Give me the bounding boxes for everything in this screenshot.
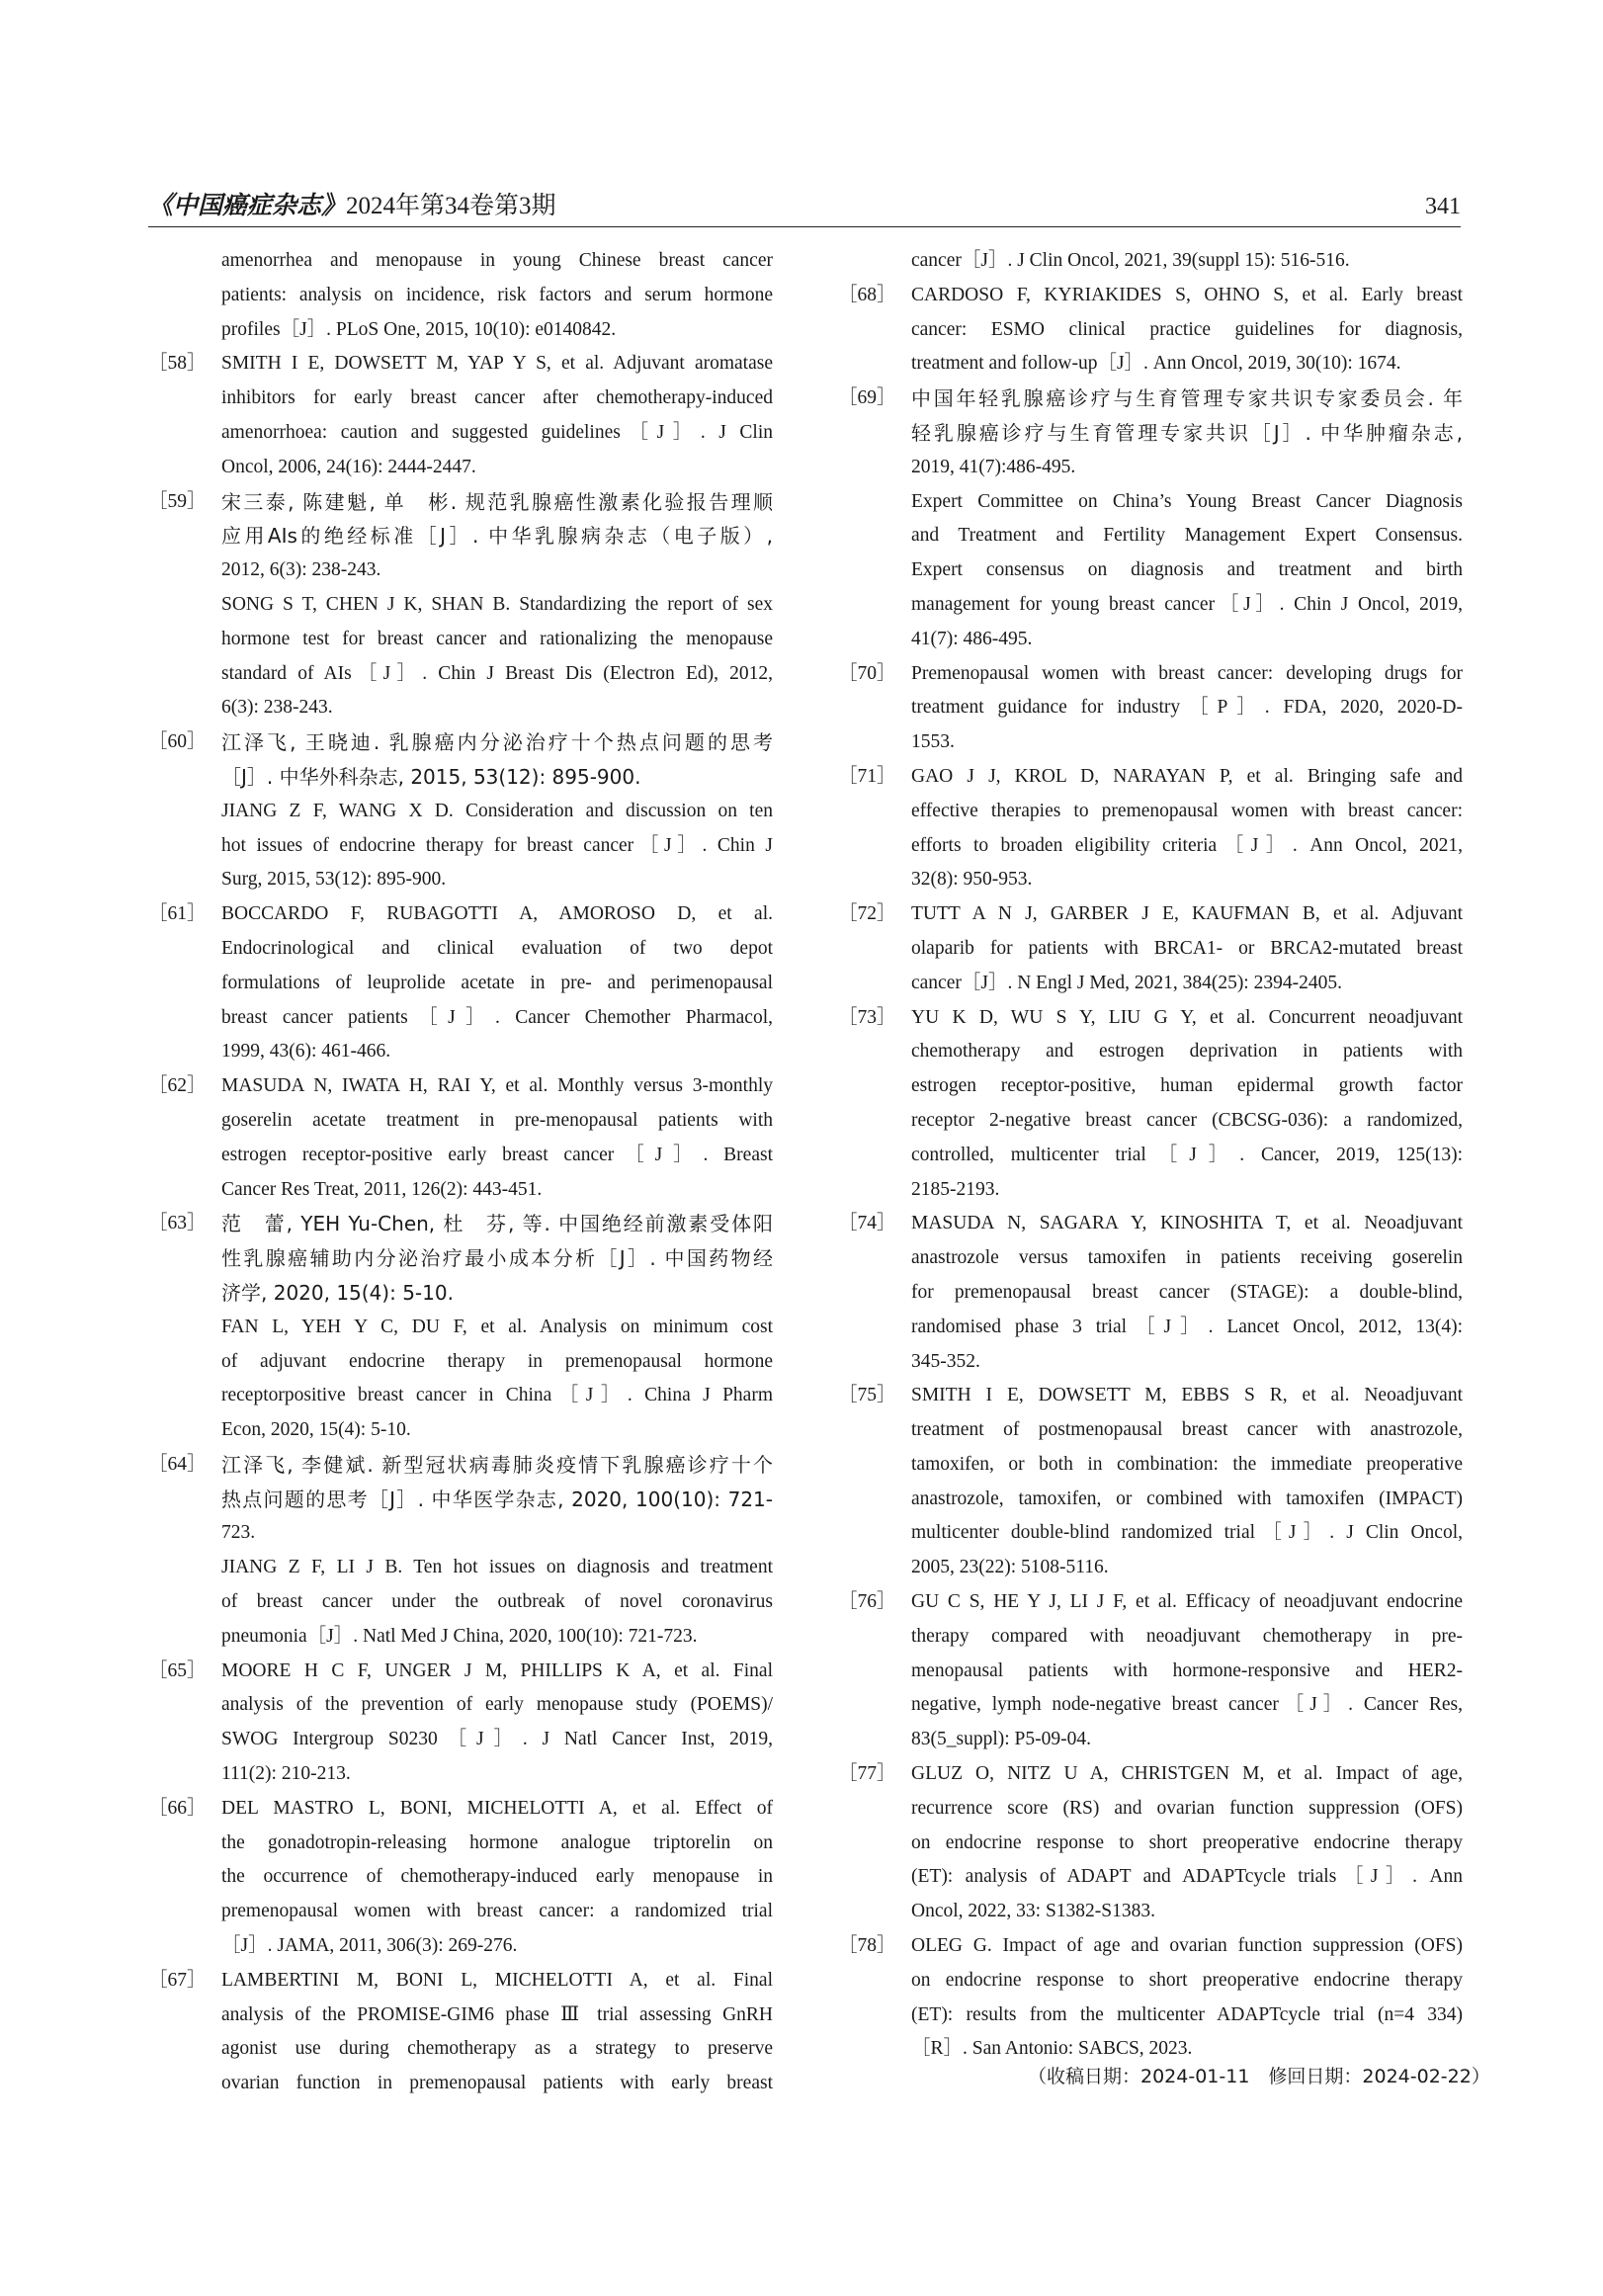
reference-line: the occurrence of chemotherapy-induced early menopause in <box>221 1866 773 1888</box>
reference-line: amenorrhoea: caution and suggested guidelines［J］. J Clin <box>221 421 773 443</box>
reference-number: ［61］ <box>148 903 207 925</box>
reference-line: cancer［J］. J Clin Oncol, 2021, 39(suppl 15): 516-516. <box>911 250 1350 271</box>
reference-line: hormone test for breast cancer and rationalizing the menopause <box>221 628 773 649</box>
reference-line: 济学, 2020, 15(4): 5-10. <box>221 1280 454 1305</box>
reference-line: receptorpositive breast cancer in China［J］. China J Pharm <box>221 1385 773 1406</box>
reference-line: 江泽飞, 李健斌. 新型冠状病毒肺炎疫情下乳腺癌诊疗十个 <box>221 1452 773 1477</box>
reference-line: 111(2): 210-213. <box>221 1763 351 1785</box>
reference-number: ［74］ <box>838 1213 896 1234</box>
reference-line: ［R］. San Antonio: SABCS, 2023. <box>911 2038 1193 2060</box>
reference-line: randomised phase 3 trial［J］. Lancet Oncol, 2012, 13(4): <box>911 1316 1463 1337</box>
reference-line: BOCCARDO F, RUBAGOTTI A, AMOROSO D, et al. <box>221 903 773 925</box>
reference-entry <box>838 1207 1463 1379</box>
reference-line: Expert consensus on diagnosis and treatment and birth <box>911 559 1463 581</box>
reference-number: ［78］ <box>838 1935 896 1957</box>
reference-line: patients: analysis on incidence, risk factors and serum hormone <box>221 284 773 305</box>
reference-line: of breast cancer under the outbreak of novel coronavirus <box>221 1591 773 1613</box>
reference-line: YU K D, WU S Y, LIU G Y, et al. Concurrent neoadjuvant <box>911 1006 1463 1028</box>
reference-line: Premenopausal women with breast cancer: developing drugs for <box>911 662 1463 684</box>
reference-line: amenorrhea and menopause in young Chinese breast cancer <box>221 250 773 271</box>
reference-number: ［63］ <box>148 1213 207 1234</box>
reference-line: analysis of the PROMISE-GIM6 phase Ⅲ trial assessing GnRH <box>221 2003 773 2025</box>
reference-column-right <box>838 244 1463 2067</box>
reference-line: of adjuvant endocrine therapy in premenopausal hormone <box>221 1350 773 1372</box>
reference-line: 热点问题的思考［J］. 中华医学杂志, 2020, 100(10): 721- <box>221 1487 773 1511</box>
reference-entry <box>838 657 1463 760</box>
reference-line: receptor 2-negative breast cancer (CBCSG-036): a randomized, <box>911 1109 1463 1131</box>
reference-number: ［72］ <box>838 903 896 925</box>
reference-line: treatment of postmenopausal breast cancer with anastrozole, <box>911 1419 1463 1441</box>
reference-line: GU C S, HE Y J, LI J F, et al. Efficacy of neoadjuvant endocrine <box>911 1591 1463 1613</box>
reference-line: TUTT A N J, GARBER J E, KAUFMAN B, et al. Adjuvant <box>911 903 1463 925</box>
reference-number: ［64］ <box>148 1453 207 1475</box>
reference-line: standard of AIs［J］. Chin J Breast Dis (Electron Ed), 2012, <box>221 662 773 684</box>
journal-issue <box>148 191 556 222</box>
reference-line: JIANG Z F, LI J B. Ten hot issues on diagnosis and treatment <box>221 1557 773 1578</box>
reference-line: SONG S T, CHEN J K, SHAN B. Standardizing the report of sex <box>221 593 773 615</box>
reference-line: Expert Committee on China’s Young Breast Cancer Diagnosis <box>911 490 1463 512</box>
reference-line: SMITH I E, DOWSETT M, EBBS S R, et al. Neoadjuvant <box>911 1385 1463 1406</box>
reference-line: 1553. <box>911 731 955 753</box>
reference-line: 6(3): 238-243. <box>221 697 333 719</box>
reference-line: treatment guidance for industry［P］. FDA, 2020, 2020-D- <box>911 697 1463 719</box>
reference-line: (ET): analysis of ADAPT and ADAPTcycle trials［J］. Ann <box>911 1866 1463 1888</box>
reference-line: LAMBERTINI M, BONI L, MICHELOTTI A, et al. Final <box>221 1969 773 1991</box>
reference-line: 应用AIs的绝经标准［J］. 中华乳腺病杂志（电子版）, <box>221 524 773 549</box>
reference-line: Oncol, 2022, 33: S1382-S1383. <box>911 1901 1156 1922</box>
reference-line: GAO J J, KROL D, NARAYAN P, et al. Bringing safe and <box>911 765 1463 787</box>
reference-entry <box>838 244 1463 279</box>
reference-line: menopausal patients with hormone-responsive and HER2- <box>911 1659 1463 1681</box>
reference-line: Econ, 2020, 15(4): 5-10. <box>221 1419 411 1441</box>
reference-line: ［J］. 中华外科杂志, 2015, 53(12): 895-900. <box>221 764 641 789</box>
reference-line: 83(5_suppl): P5-09-04. <box>911 1729 1091 1750</box>
reference-line: formulations of leuprolide acetate in pre- and perimenopausal <box>221 972 773 993</box>
reference-entry <box>148 347 773 484</box>
reference-line: MASUDA N, SAGARA Y, KINOSHITA T, et al. Neoadjuvant <box>911 1213 1463 1234</box>
reference-line: inhibitors for early breast cancer after chemotherapy-induced <box>221 387 773 409</box>
reference-line: ovarian function in premenopausal patients with early breast <box>221 2073 773 2094</box>
reference-number: ［75］ <box>838 1385 896 1406</box>
reference-number: ［71］ <box>838 765 896 787</box>
reference-number: ［58］ <box>148 353 207 375</box>
reference-entry <box>148 244 773 347</box>
reference-line: on endocrine response to short preoperative endocrine therapy <box>911 1969 1463 1991</box>
reference-line: multicenter double-blind randomized trial［J］. J Clin Oncol, <box>911 1522 1463 1544</box>
reference-line: tamoxifen, or both in combination: the immediate preoperative <box>911 1453 1463 1475</box>
reference-line: 2019, 41(7):486-495. <box>911 456 1076 477</box>
reference-entry <box>838 1757 1463 1929</box>
reference-line: for premenopausal breast cancer (STAGE): a double-blind, <box>911 1281 1463 1303</box>
reference-number: ［77］ <box>838 1763 896 1785</box>
reference-line: cancer［J］. N Engl J Med, 2021, 384(25): 2394-2405. <box>911 972 1342 993</box>
reference-line: therapy compared with neoadjuvant chemotherapy in pre- <box>911 1625 1463 1647</box>
reference-line: and Treatment and Fertility Management Expert Consensus. <box>911 525 1463 547</box>
reference-line: OLEG G. Impact of age and ovarian function suppression (OFS) <box>911 1935 1463 1957</box>
reference-line: on endocrine response to short preoperative endocrine therapy <box>911 1831 1463 1853</box>
reference-entry <box>838 279 1463 382</box>
reference-entry <box>838 1001 1463 1208</box>
reference-line: Oncol, 2006, 24(16): 2444-2447. <box>221 456 476 477</box>
reference-entry <box>148 485 773 726</box>
reference-line: 江泽飞, 王晓迪. 乳腺癌内分泌治疗十个热点问题的思考 <box>221 730 773 755</box>
reference-line: 32(8): 950-953. <box>911 869 1033 891</box>
reference-entry <box>148 897 773 1069</box>
reference-line: the gonadotropin-releasing hormone analogue triptorelin on <box>221 1831 773 1853</box>
reference-line: negative, lymph node-negative breast cancer［J］. Cancer Res, <box>911 1694 1463 1716</box>
running-header <box>148 191 1461 227</box>
journal-name: 《中国癌症杂志》 <box>148 193 347 219</box>
reference-entry <box>148 725 773 897</box>
reference-line: controlled, multicenter trial［J］. Cancer, 2019, 125(13): <box>911 1144 1463 1165</box>
reference-line: profiles［J］. PLoS One, 2015, 10(10): e0140842. <box>221 318 617 340</box>
reference-line: estrogen receptor-positive, human epidermal growth factor <box>911 1075 1463 1097</box>
reference-number: ［69］ <box>838 387 896 409</box>
reference-entry <box>148 1964 773 2101</box>
reference-entry <box>838 760 1463 897</box>
reference-line: ［J］. JAMA, 2011, 306(3): 269-276. <box>221 1935 518 1957</box>
reference-line: FAN L, YEH Y C, DU F, et al. Analysis on minimum cost <box>221 1316 773 1337</box>
reference-line: MASUDA N, IWATA H, RAI Y, et al. Monthly versus 3-monthly <box>221 1075 773 1097</box>
reference-line: Cancer Res Treat, 2011, 126(2): 443-451. <box>221 1178 543 1200</box>
reference-line: 41(7): 486-495. <box>911 628 1033 649</box>
reference-entry <box>148 1655 773 1792</box>
reference-line: estrogen receptor-positive early breast cancer［J］. Breast <box>221 1144 773 1165</box>
reference-line: premenopausal women with breast cancer: a randomized trial <box>221 1901 773 1922</box>
reference-line: CARDOSO F, KYRIAKIDES S, OHNO S, et al. Early breast <box>911 284 1463 305</box>
reference-line: efforts to broaden eligibility criteria［J］. Ann Oncol, 2021, <box>911 834 1463 856</box>
reference-line: anastrozole, tamoxifen, or combined with tamoxifen (IMPACT) <box>911 1488 1463 1509</box>
reference-line: cancer: ESMO clinical practice guidelines for diagnosis, <box>911 318 1463 340</box>
reference-line: treatment and follow-up［J］. Ann Oncol, 2019, 30(10): 1674. <box>911 353 1401 375</box>
reference-entry <box>148 1448 773 1655</box>
received-revised-dates: （收稿日期：2024-01-11 修回日期：2024-02-22） <box>1028 2066 1490 2087</box>
reference-number: ［59］ <box>148 490 207 512</box>
reference-line: chemotherapy and estrogen deprivation in patients with <box>911 1041 1463 1063</box>
reference-line: 2012, 6(3): 238-243. <box>221 559 381 581</box>
reference-number: ［62］ <box>148 1075 207 1097</box>
reference-entry <box>148 1069 773 1207</box>
reference-line: 宋三泰, 陈建魁, 单 彬. 规范乳腺癌性激素化验报告理顺 <box>221 489 773 514</box>
reference-entry <box>148 1207 773 1448</box>
reference-entry <box>838 1929 1463 2067</box>
reference-number: ［60］ <box>148 731 207 753</box>
reference-line: goserelin acetate treatment in pre-menopausal patients with <box>221 1109 773 1131</box>
reference-line: management for young breast cancer［J］. Chin J Oncol, 2019, <box>911 593 1463 615</box>
reference-line: analysis of the prevention of early menopause study (POEMS)/ <box>221 1694 773 1716</box>
reference-entry <box>838 897 1463 1000</box>
reference-line: 性乳腺癌辅助内分泌治疗最小成本分析［J］. 中国药物经 <box>221 1246 773 1271</box>
page-number: 341 <box>1425 194 1461 219</box>
reference-entry <box>148 1792 773 1964</box>
reference-line: Surg, 2015, 53(12): 895-900. <box>221 869 447 891</box>
reference-line: recurrence score (RS) and ovarian function suppression (OFS) <box>911 1797 1463 1819</box>
reference-line: pneumonia［J］. Natl Med J China, 2020, 100(10): 721-723. <box>221 1625 698 1647</box>
reference-number: ［70］ <box>838 662 896 684</box>
reference-line: SMITH I E, DOWSETT M, YAP Y S, et al. Adjuvant aromatase <box>221 353 773 375</box>
reference-entry <box>838 1379 1463 1585</box>
reference-line: agonist use during chemotherapy as a strategy to preserve <box>221 2038 773 2060</box>
reference-line: SWOG Intergroup S0230［J］. J Natl Cancer Inst, 2019, <box>221 1729 773 1750</box>
reference-number: ［67］ <box>148 1969 207 1991</box>
reference-line: 2005, 23(22): 5108-5116. <box>911 1557 1109 1578</box>
reference-number: ［66］ <box>148 1797 207 1819</box>
reference-line: hot issues of endocrine therapy for breast cancer［J］. Chin J <box>221 834 773 856</box>
reference-line: 中国年轻乳腺癌诊疗与生育管理专家共识专家委员会. 年 <box>911 386 1463 411</box>
reference-line: 范 蕾, YEH Yu-Chen, 杜 芬, 等. 中国绝经前激素受体阳 <box>221 1212 773 1236</box>
reference-line: 723. <box>221 1522 256 1544</box>
reference-number: ［76］ <box>838 1591 896 1613</box>
reference-line: anastrozole versus tamoxifen in patients receiving goserelin <box>911 1247 1463 1269</box>
reference-number: ［73］ <box>838 1006 896 1028</box>
reference-line: olaparib for patients with BRCA1- or BRCA2-mutated breast <box>911 937 1463 959</box>
reference-line: 轻乳腺癌诊疗与生育管理专家共识［J］. 中华肿瘤杂志, <box>911 420 1463 445</box>
reference-entry <box>838 1585 1463 1757</box>
issue-info: 2024年第34卷第3期 <box>346 193 556 219</box>
reference-line: breast cancer patients［J］. Cancer Chemother Pharmacol, <box>221 1006 773 1028</box>
reference-line: effective therapies to premenopausal women with breast cancer: <box>911 800 1463 821</box>
reference-line: DEL MASTRO L, BONI, MICHELOTTI A, et al. Effect of <box>221 1797 773 1819</box>
reference-entry <box>838 382 1463 656</box>
reference-column-left <box>148 244 773 2101</box>
reference-number: ［68］ <box>838 284 896 305</box>
reference-line: 2185-2193. <box>911 1178 1000 1200</box>
reference-line: MOORE H C F, UNGER J M, PHILLIPS K A, et al. Final <box>221 1659 773 1681</box>
reference-line: 345-352. <box>911 1350 980 1372</box>
reference-number: ［65］ <box>148 1659 207 1681</box>
reference-line: JIANG Z F, WANG X D. Consideration and discussion on ten <box>221 800 773 821</box>
reference-line: Endocrinological and clinical evaluation of two depot <box>221 937 773 959</box>
reference-line: 1999, 43(6): 461-466. <box>221 1041 391 1063</box>
reference-line: (ET): results from the multicenter ADAPTcycle trial (n=4 334) <box>911 2003 1463 2025</box>
reference-line: GLUZ O, NITZ U A, CHRISTGEN M, et al. Impact of age, <box>911 1763 1463 1785</box>
